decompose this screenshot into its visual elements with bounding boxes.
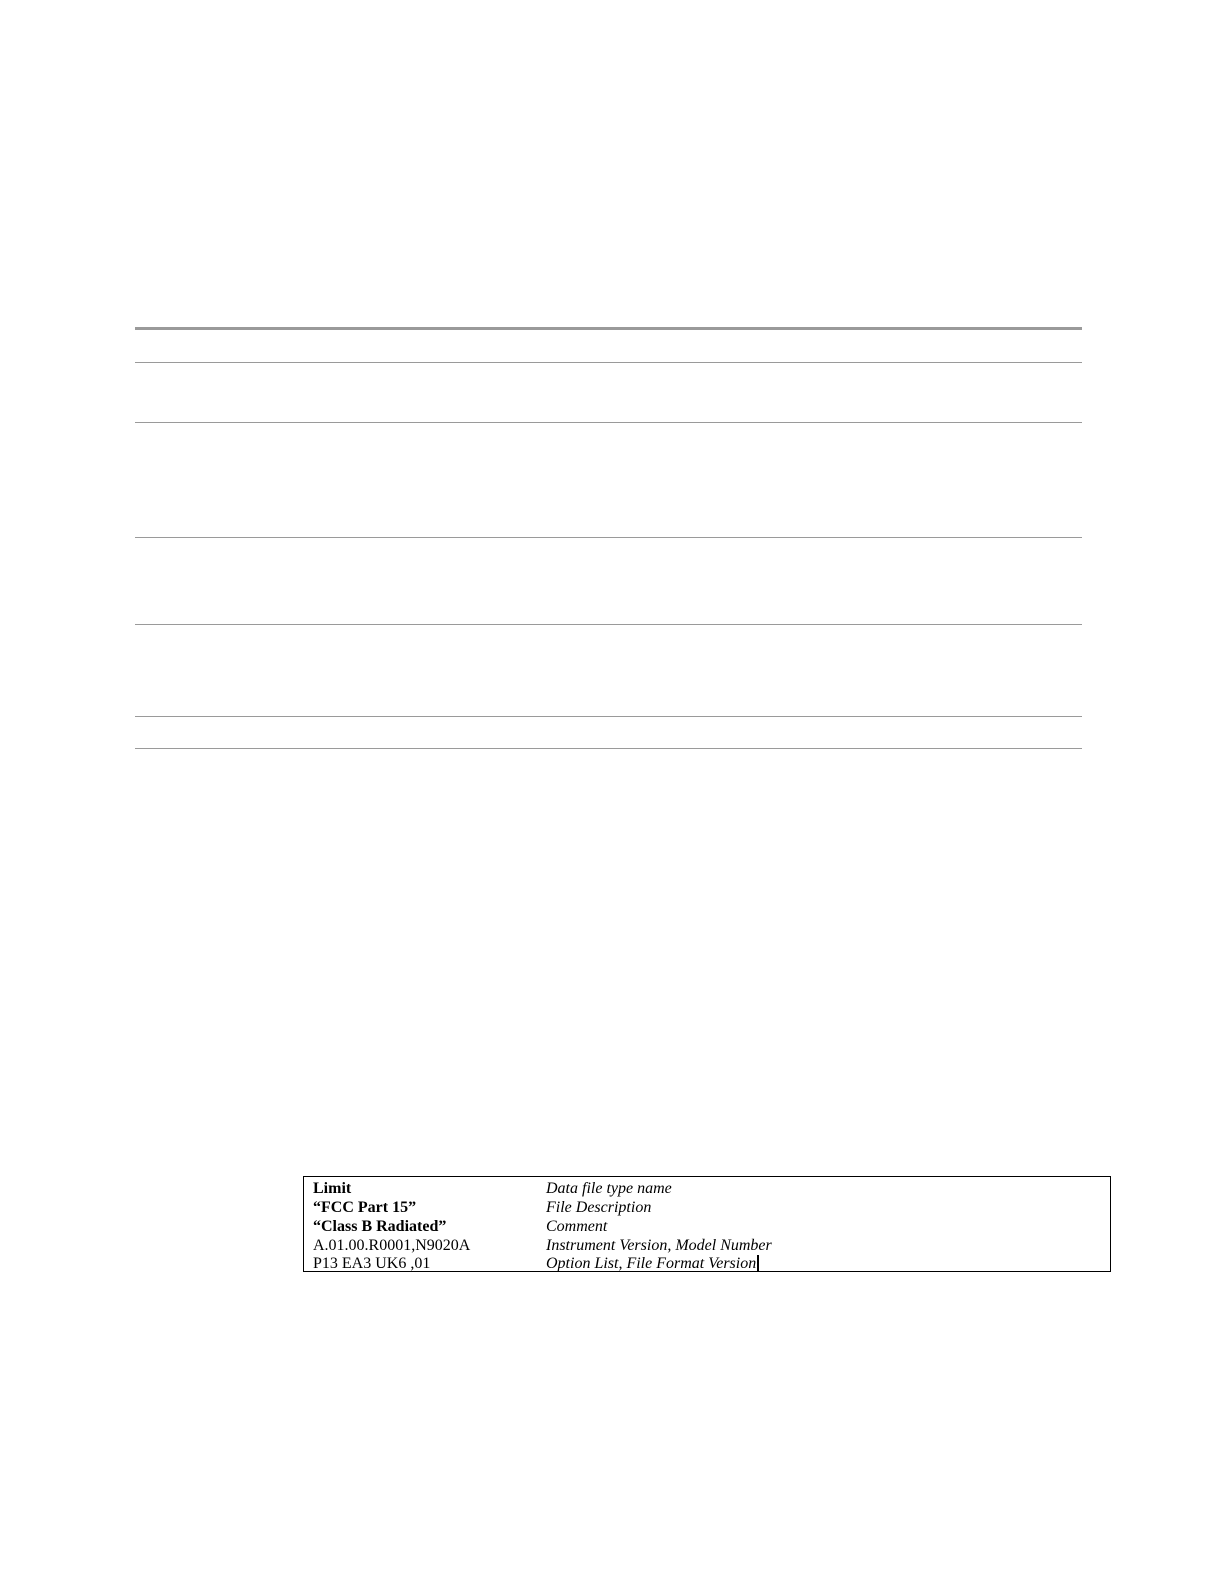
- table-row-divider: [135, 422, 1082, 423]
- header-description-with-cursor: [546, 1254, 759, 1273]
- header-row: [304, 1179, 1110, 1198]
- table-row-divider: [135, 624, 1082, 625]
- header-value: Limit: [313, 1180, 352, 1197]
- header-row: [304, 1254, 1110, 1273]
- header-row: [304, 1236, 1110, 1255]
- header-value: P13 EA3 UK6 ,01: [313, 1255, 431, 1272]
- header-description: Comment: [546, 1218, 608, 1235]
- header-value: “Class B Radiated”: [313, 1218, 447, 1235]
- header-description: Data file type name: [546, 1180, 672, 1197]
- header-description: Instrument Version, Model Number: [546, 1237, 772, 1254]
- table-row-divider: [135, 362, 1082, 363]
- header-description: Option List, File Format Version: [546, 1255, 757, 1272]
- limit-file-header-example: [303, 1176, 1111, 1272]
- table-top-rule: [135, 327, 1082, 330]
- table-row-divider: [135, 537, 1082, 538]
- header-value: “FCC Part 15”: [313, 1199, 417, 1216]
- table-row-divider: [135, 716, 1082, 717]
- table-bottom-rule: [135, 748, 1082, 749]
- header-description: File Description: [546, 1199, 652, 1216]
- header-row: [304, 1198, 1110, 1217]
- text-cursor: [757, 1255, 759, 1271]
- header-row: [304, 1217, 1110, 1236]
- header-value: A.01.00.R0001,N9020A: [313, 1237, 471, 1254]
